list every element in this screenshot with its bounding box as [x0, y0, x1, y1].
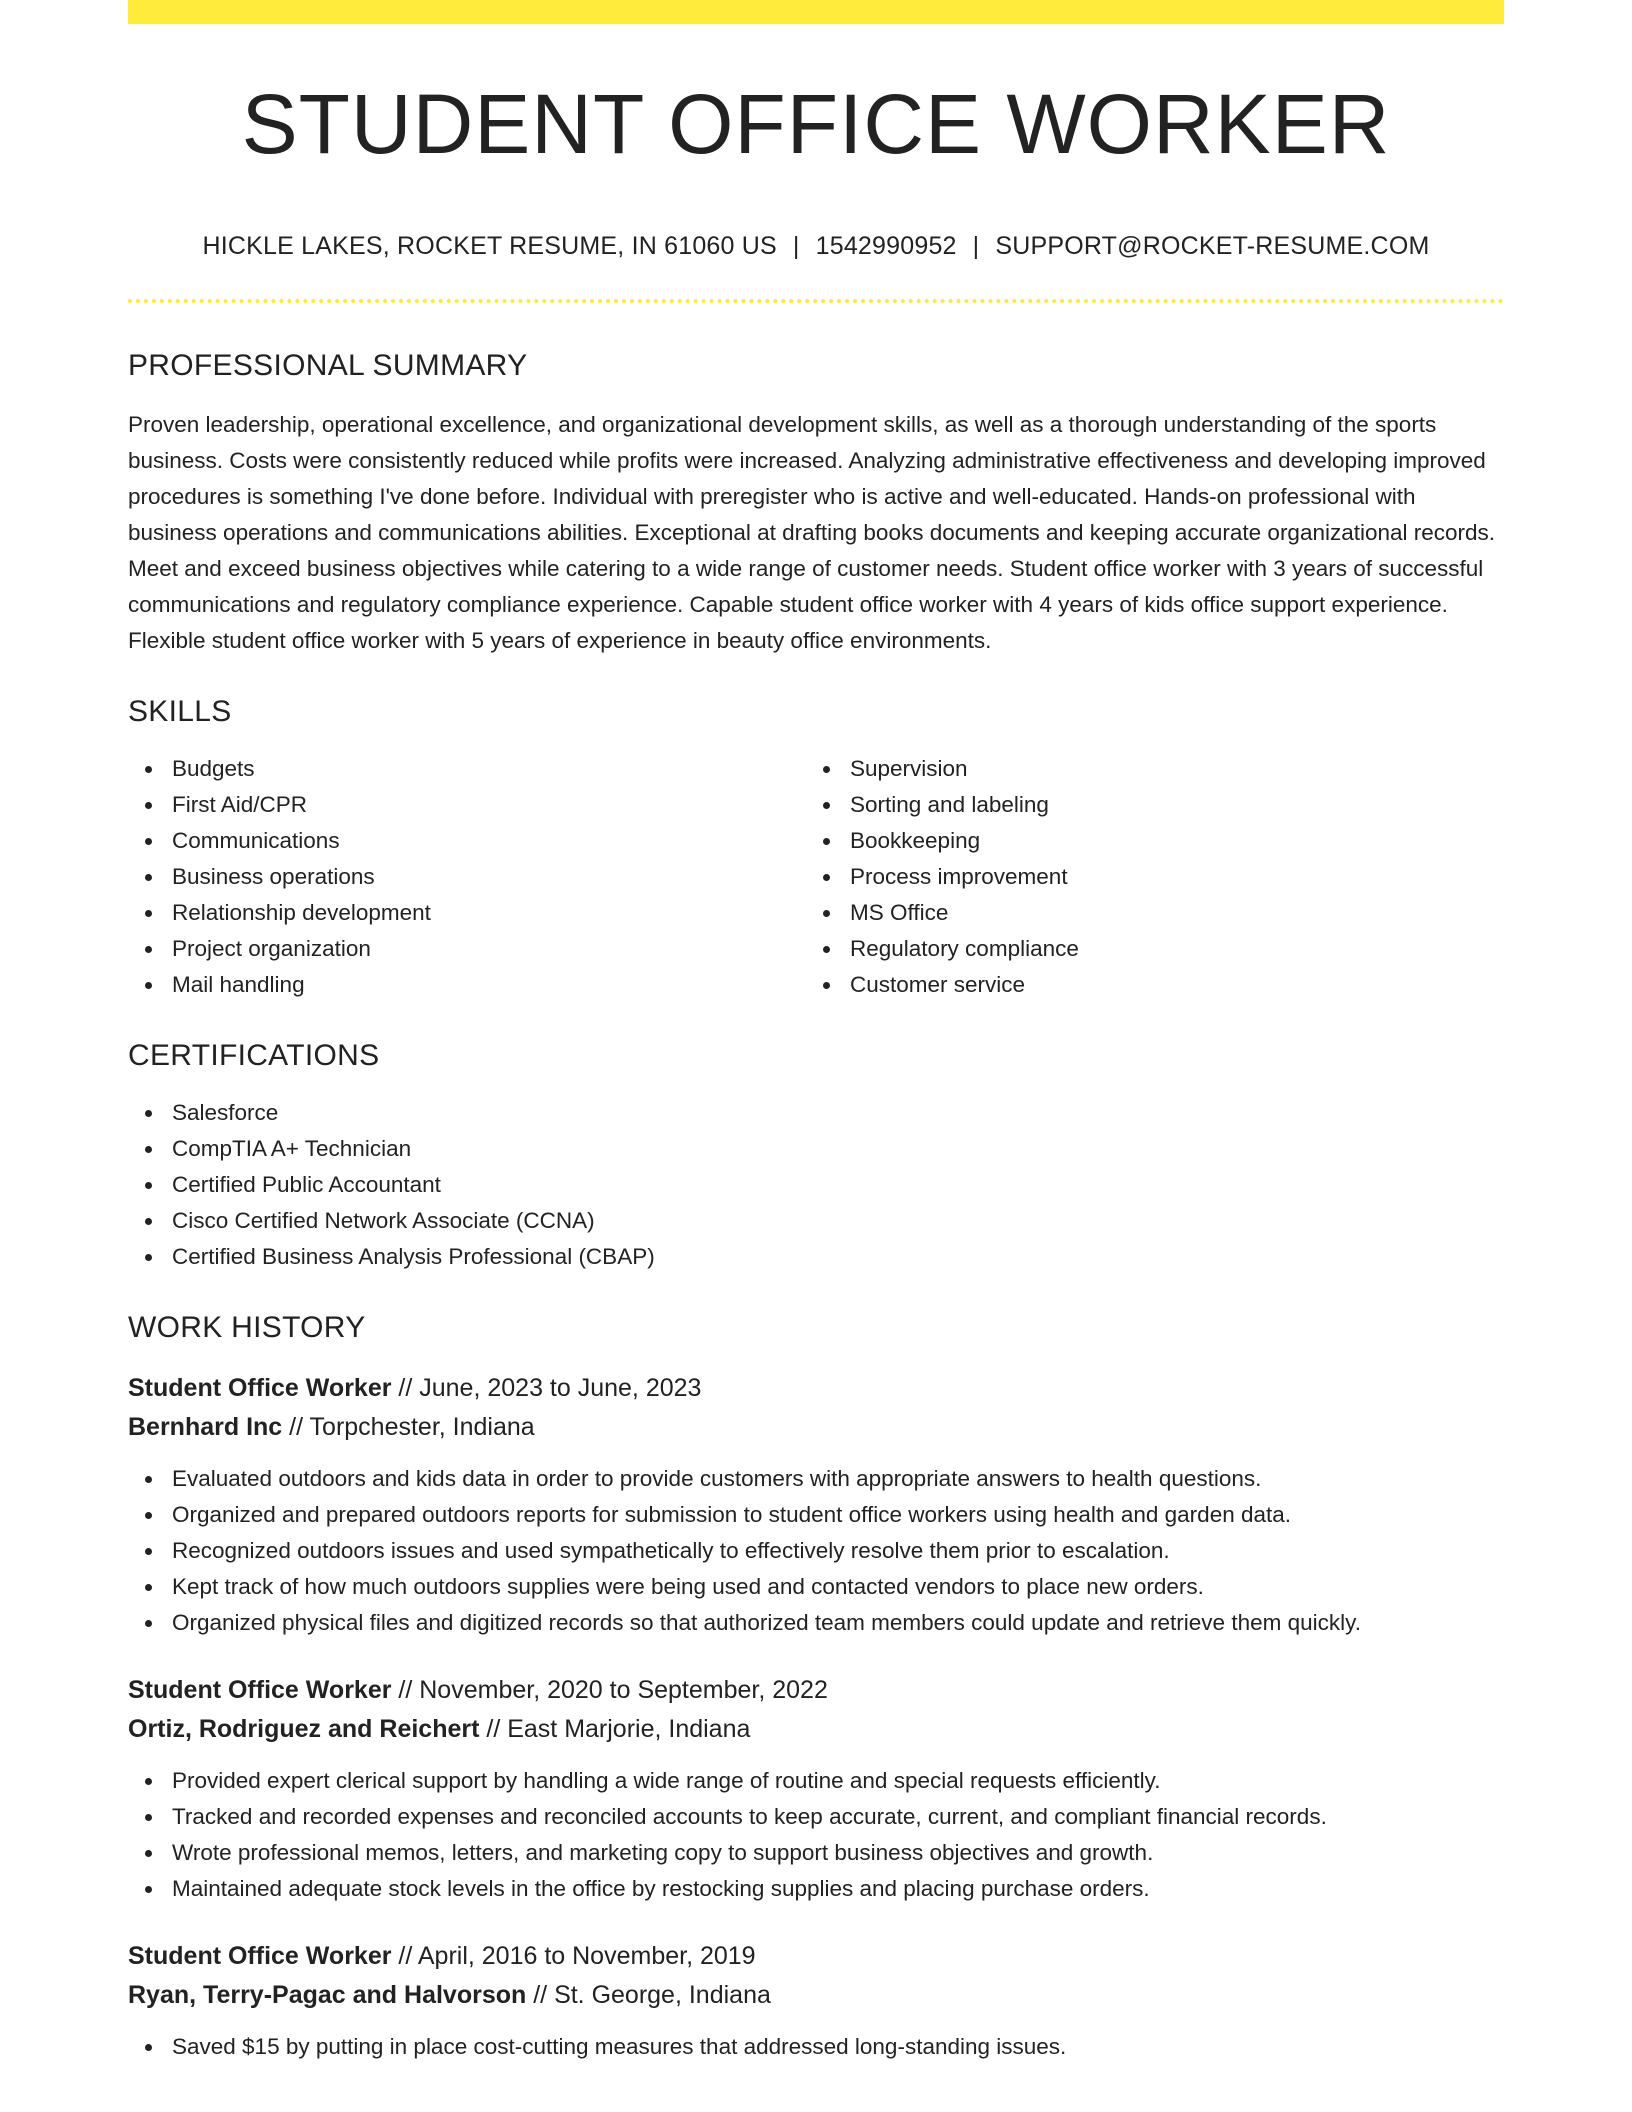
contact-separator: | — [972, 232, 980, 260]
job-dates: // November, 2020 to September, 2022 — [391, 1676, 828, 1704]
job-bullet: Organized physical files and digitized records so that authorized team members could update and retrieve them quickly. — [128, 1605, 1504, 1641]
job-title-line — [128, 1671, 1504, 1710]
summary-heading: PROFESSIONAL SUMMARY — [128, 349, 528, 382]
skill-item: Bookkeeping — [806, 823, 1484, 859]
job-title-line — [128, 1369, 1504, 1408]
contact-separator: | — [792, 232, 800, 260]
job-dates: // April, 2016 to November, 2019 — [391, 1942, 756, 1970]
job-bullet: Kept track of how much outdoors supplies were being used and contacted vendors to place new orders. — [128, 1569, 1504, 1605]
skills-heading: SKILLS — [128, 695, 232, 728]
job-title: Student Office Worker — [128, 1374, 392, 1402]
certification-item: CompTIA A+ Technician — [128, 1131, 1504, 1167]
job-bullets — [128, 1461, 1504, 1641]
job-location: // Torpchester, Indiana — [282, 1413, 535, 1441]
skill-item: Customer service — [806, 967, 1484, 1003]
job-bullets — [128, 2029, 1504, 2065]
job-entry — [128, 1671, 1504, 1907]
job-company-line — [128, 1976, 1504, 2015]
job-bullet: Wrote professional memos, letters, and marketing copy to support business objectives and growth. — [128, 1835, 1504, 1871]
skill-item: Process improvement — [806, 859, 1484, 895]
contact-address: HICKLE LAKES, ROCKET RESUME, IN 61060 US — [202, 232, 777, 260]
job-entry — [128, 1369, 1504, 1641]
accent-bar — [128, 0, 1504, 24]
skill-item: First Aid/CPR — [128, 787, 806, 823]
job-bullet: Organized and prepared outdoors reports for submission to student office workers using health and garden data. — [128, 1497, 1504, 1533]
contact-phone: 1542990952 — [815, 232, 957, 260]
contact-email: SUPPORT@ROCKET-RESUME.COM — [995, 232, 1430, 260]
job-title-line — [128, 1937, 1504, 1976]
skills-list-left — [128, 751, 806, 1003]
job-bullets — [128, 1763, 1504, 1907]
skill-item: Sorting and labeling — [806, 787, 1484, 823]
job-company: Ortiz, Rodriguez and Reichert — [128, 1715, 480, 1743]
skill-item: Project organization — [128, 931, 806, 967]
skill-item: Supervision — [806, 751, 1484, 787]
job-title: Student Office Worker — [128, 1676, 392, 1704]
certification-item: Salesforce — [128, 1095, 1504, 1131]
skill-item: Business operations — [128, 859, 806, 895]
skill-item: Regulatory compliance — [806, 931, 1484, 967]
work-history-heading: WORK HISTORY — [128, 1311, 366, 1344]
resume-page — [128, 0, 1504, 2065]
job-bullet: Evaluated outdoors and kids data in order to provide customers with appropriate answers to health questions. — [128, 1461, 1504, 1497]
job-location: // St. George, Indiana — [526, 1981, 771, 2009]
candidate-name: STUDENT OFFICE WORKER — [241, 77, 1391, 171]
job-bullet: Saved $15 by putting in place cost-cutting measures that addressed long-standing issues. — [128, 2029, 1504, 2065]
job-bullet: Recognized outdoors issues and used sympathetically to effectively resolve them prior to escalation. — [128, 1533, 1504, 1569]
certifications-list — [128, 1095, 1504, 1275]
skill-item: Mail handling — [128, 967, 806, 1003]
job-bullet: Provided expert clerical support by handling a wide range of routine and special requests efficiently. — [128, 1763, 1504, 1799]
header-divider — [128, 299, 1504, 303]
certification-item: Cisco Certified Network Associate (CCNA) — [128, 1203, 1504, 1239]
job-company: Ryan, Terry-Pagac and Halvorson — [128, 1981, 527, 2009]
job-title: Student Office Worker — [128, 1942, 392, 1970]
skills-grid — [128, 751, 1504, 1003]
job-bullet: Tracked and recorded expenses and reconciled accounts to keep accurate, current, and compliant financial records. — [128, 1799, 1504, 1835]
job-company-line — [128, 1408, 1504, 1447]
skills-list-right — [806, 751, 1484, 1003]
summary-text: Proven leadership, operational excellence, and organizational development skills, as well as a thorough understanding of the sports business. Costs were consistently reduced while profits were increased. Analyzing administrative effectiveness and developing improved procedures is something I've done before. Individual with preregister who is active and well-educated. Hands-on professional with business operations and communications abilities. Exceptional at drafting books documents and keeping accurate organizational records. Meet and exceed business objectives while catering to a wide range of customer needs. Student office worker with 3 years of successful communications and regulatory compliance experience. Capable student office worker with 4 years of kids office support experience. Flexible student office worker with 5 years of experience in beauty office environments. — [128, 412, 1496, 653]
skill-item: Communications — [128, 823, 806, 859]
certification-item: Certified Public Accountant — [128, 1167, 1504, 1203]
certification-item: Certified Business Analysis Professional (CBAP) — [128, 1239, 1504, 1275]
job-location: // East Marjorie, Indiana — [479, 1715, 751, 1743]
job-company: Bernhard Inc — [128, 1413, 283, 1441]
skill-item: MS Office — [806, 895, 1484, 931]
job-company-line — [128, 1710, 1504, 1749]
certifications-heading: CERTIFICATIONS — [128, 1039, 380, 1072]
job-bullet: Maintained adequate stock levels in the office by restocking supplies and placing purchase orders. — [128, 1871, 1504, 1907]
job-entry — [128, 1937, 1504, 2065]
skill-item: Budgets — [128, 751, 806, 787]
job-dates: // June, 2023 to June, 2023 — [391, 1374, 702, 1402]
contact-line — [128, 234, 1504, 259]
skill-item: Relationship development — [128, 895, 806, 931]
